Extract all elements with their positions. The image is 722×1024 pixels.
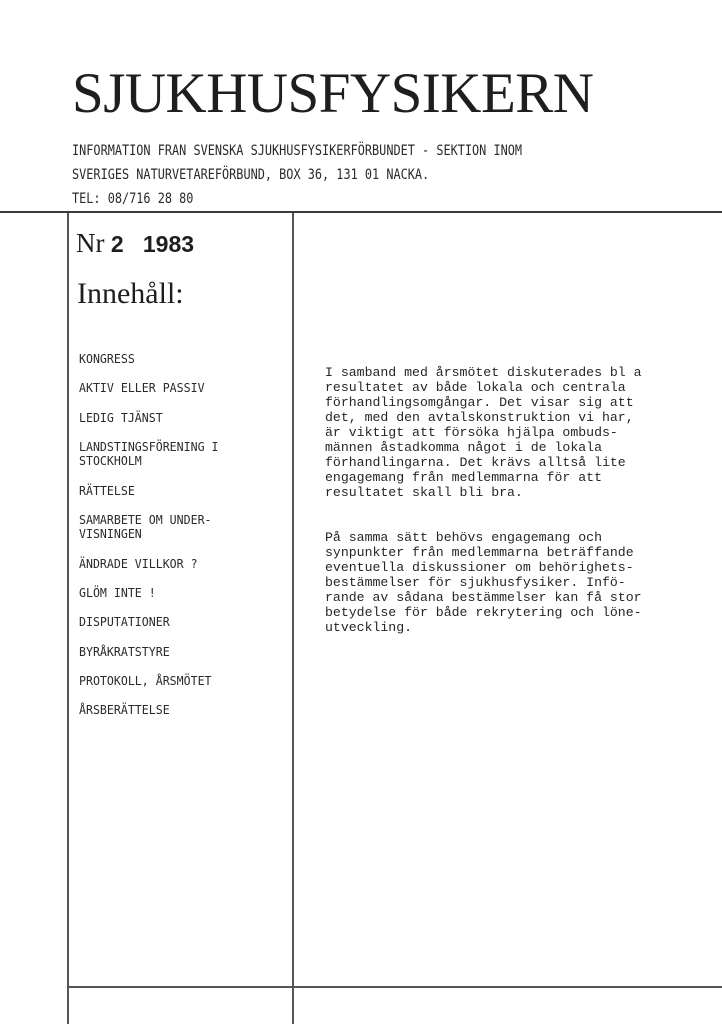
left-border-line xyxy=(67,213,69,1024)
issue-number-value: 2 xyxy=(110,231,124,257)
toc-item: ÅRSBERÄTTELSE xyxy=(79,702,170,718)
publisher-phone-line: TEL: 08/716 28 80 xyxy=(72,191,194,207)
toc-item: GLÖM INTE ! xyxy=(79,585,156,601)
table-of-contents xyxy=(79,352,284,733)
contents-heading: Innehåll: xyxy=(77,277,184,310)
toc-item: AKTIV ELLER PASSIV xyxy=(79,380,205,396)
toc-item: BYRÅKRATSTYRE xyxy=(79,643,170,659)
masthead-title: SJUKHUSFYSIKERN xyxy=(72,62,594,125)
article-text xyxy=(325,350,705,665)
toc-item: LANDSTINGSFÖRENING I STOCKHOLM xyxy=(79,438,219,469)
issue-year: 1983 xyxy=(142,231,195,257)
toc-item: KONGRESS xyxy=(79,351,135,366)
article-paragraph: I samband med årsmötet diskuterades bl a resultatet av både lokala och centrala förhandlingsomgångar. Det visar sig att det, med den avtalskonstruktion vi har, är viktigt att försöka hjälpa ombuds- männen åstadkomma något i de lokala förhandlingarna. Det krävs alltså lite engagemang från medlemmarna för att resultatet skall bli bra. xyxy=(325,365,642,500)
toc-item: PROTOKOLL, ÅRSMÖTET xyxy=(79,672,212,688)
issue-number xyxy=(76,228,194,259)
publisher-address-line: SVERIGES NATURVETAREFÖRBUND, BOX 36, 131 01 NACKA. xyxy=(72,167,430,183)
toc-item: DISPUTATIONER xyxy=(79,614,170,630)
toc-item: SAMARBETE OM UNDER- VISNINGEN xyxy=(79,511,212,542)
footer-divider xyxy=(67,986,722,988)
article-paragraph: På samma sätt behövs engagemang och synpunkter från medlemmarna beträffande eventuella diskussioner om behörighets- bestämmelser för sjukhusfysiker. Infö- rande av sådana bestämmelser kan få stor betydelse för både rekrytering och löne- utveckling. xyxy=(325,530,642,635)
toc-item: ÄNDRADE VILLKOR ? xyxy=(79,555,198,571)
header-divider xyxy=(0,211,722,213)
publisher-info xyxy=(72,139,522,211)
toc-item: RÄTTELSE xyxy=(79,482,135,498)
issue-nr-label: Nr xyxy=(76,228,105,258)
column-divider xyxy=(292,213,294,1024)
publisher-info-line: INFORMATION FRAN SVENSKA SJUKHUSFYSIKERFÖRBUNDET - SEKTION INOM xyxy=(72,143,523,159)
toc-item: LEDIG TJÄNST xyxy=(79,409,163,425)
